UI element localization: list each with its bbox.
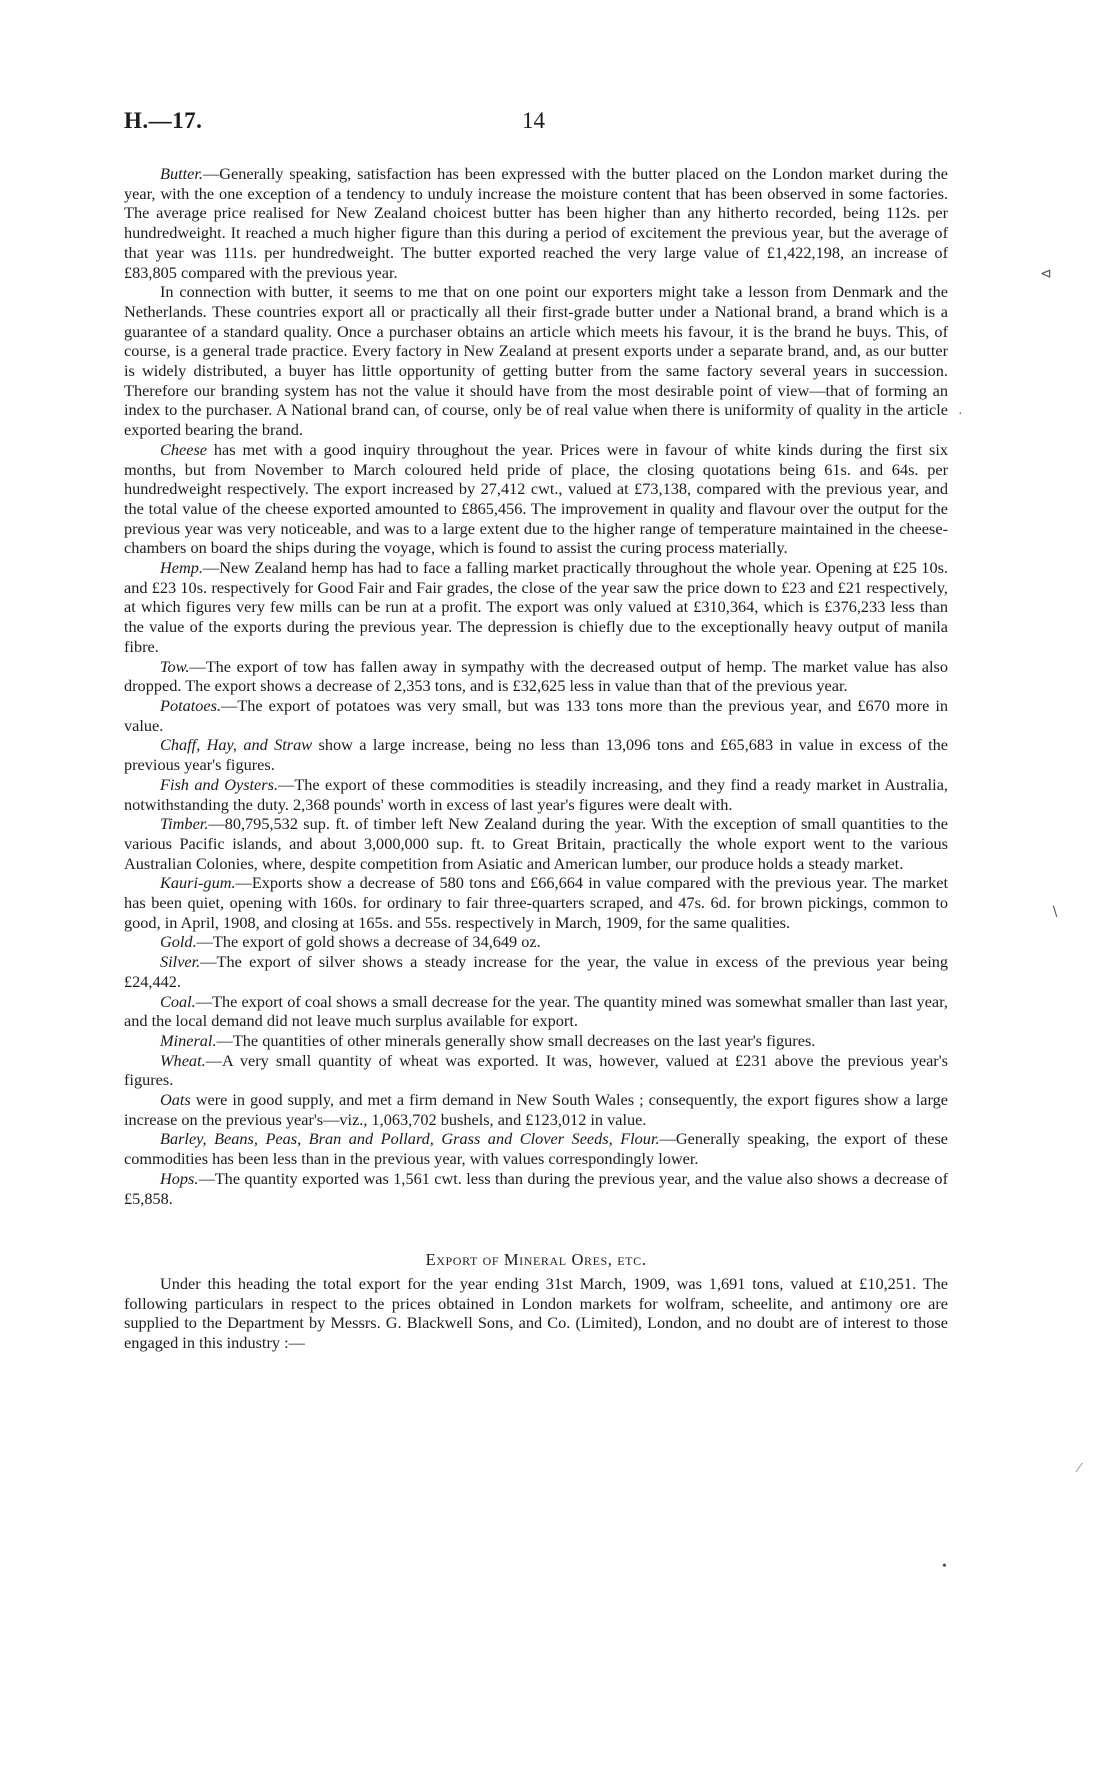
paragraph-text: —A very small quantity of wheat was exported. It was, however, valued at £231 above the previous year's figures. bbox=[124, 1050, 948, 1090]
document-reference: H.—17. bbox=[124, 108, 203, 133]
page-number: 14 bbox=[522, 108, 545, 133]
paragraph-mineral bbox=[124, 1031, 948, 1051]
paragraph-text: —The export of tow has fallen away in sympathy with the decreased output of hemp. The market value has also dropped. The export shows a decrease of 2,353 tons, and is £32,625 less in value than that of the previous year. bbox=[124, 656, 948, 696]
paragraph-text: —The export of coal shows a small decrease for the year. The quantity mined was somewhat smaller than last year, and the local demand did not leave much surplus available for export. bbox=[124, 991, 948, 1031]
paragraph-lead: Potatoes. bbox=[160, 695, 222, 715]
margin-mark: ∖ bbox=[1050, 905, 1059, 920]
paragraph-text: In connection with butter, it seems to me that on one point our exporters might take a lesson from Denmark and the Netherlands. These countries export all or practically all their first-grade butter under a National brand, a brand which is a guarantee of a standard quality. Once a purchaser obtains an article which meets his favour, it is the brand he buys. This, of course, is a general trade practice. Every factory in New Zealand at present exports under a separate brand, and, as our butter is widely distributed, a buyer has little opportunity of getting butter from the same factory several years in succession. Therefore our branding system has not the value it should have from the most desirable point of view—that of forming an index to the purchaser. A National brand can, of course, only be of real value when there is uniformity of quality in the article exported bearing the brand. bbox=[124, 282, 948, 440]
margin-mark: • bbox=[942, 1559, 947, 1574]
paragraph-text: —The export of these commodities is steadily increasing, and they find a ready market in Australia, notwithstanding the duty. 2,368 pounds' worth in excess of last year's figures were dealt with. bbox=[124, 774, 948, 814]
paragraph-lead: Oats bbox=[160, 1090, 191, 1110]
paragraph-text: —Generally speaking, satisfaction has been expressed with the butter placed on the London market during the year, with the one exception of a tendency to unduly increase the moisture content that has been observed in some factories. The average price realised for New Zealand choicest butter has been higher than any hitherto recorded, being 112s. per hundredweight. It reached a much higher figure than this during a period of excitement the previous year, but the average of that year was 111s. per hundredweight. The butter exported reached the very large value of £1,422,198, an increase of £83,805 compared with the previous year. bbox=[124, 164, 948, 282]
paragraph-coal bbox=[124, 992, 948, 1031]
paragraph-wheat bbox=[124, 1051, 948, 1090]
paragraph-tow bbox=[124, 657, 948, 696]
paragraph-timber bbox=[124, 814, 948, 873]
paragraph-lead: Mineral. bbox=[160, 1030, 217, 1050]
paragraph-potatoes bbox=[124, 696, 948, 735]
paragraph-lead: Timber. bbox=[160, 814, 209, 834]
section-paragraph: Under this heading the total export for the year ending 31st March, 1909, was 1,691 tons, valued at £10,251. The following particulars in respect to the prices obtained in London markets for wolfram, scheelite, and antimony ore are supplied to the Department by Messrs. G. Blackwell Sons, and Co. (Limited), London, and no doubt are of interest to those engaged in this industry :— bbox=[124, 1273, 948, 1353]
paragraph-lead: Hops. bbox=[160, 1168, 199, 1188]
paragraph-text: —80,795,532 sup. ft. of timber left New Zealand during the year. With the exception of small quantities to the various Pacific islands, and about 3,000,000 sup. ft. to Great Britain, practically the whole export went to the various Australian Colonies, where, despite competition from Asiatic and American lumber, our produce holds a steady market. bbox=[124, 814, 948, 873]
paragraph-lead: Tow. bbox=[160, 656, 190, 676]
paragraph-text: —Exports show a decrease of 580 tons and £66,664 in value compared with the previous year. The market has been quiet, opening with 160s. for ordinary to fair three-quarters scraped, and 47s. 6d. for brown pickings, common to good, in April, 1908, and closing at 165s. and 55s. respectively in March, 1909, for the same qualities. bbox=[124, 873, 948, 932]
paragraph-hemp bbox=[124, 558, 948, 657]
paragraph-butter-branding bbox=[124, 282, 948, 440]
margin-mark: ⊲ bbox=[1040, 267, 1052, 282]
paragraph-lead: Cheese bbox=[160, 439, 208, 459]
paragraph-barley-beans-peas bbox=[124, 1129, 948, 1168]
paragraph-lead: Coal. bbox=[160, 991, 196, 1011]
paragraph-text: —The quantities of other minerals generally show small decreases on the last year's figures. bbox=[216, 1030, 816, 1050]
paragraph-lead: Butter. bbox=[160, 164, 203, 183]
margin-mark: · bbox=[958, 407, 963, 422]
paragraph-kauri-gum bbox=[124, 873, 948, 932]
paragraph-text: —The export of gold shows a decrease of 34,649 oz. bbox=[196, 932, 541, 952]
paragraph-gold bbox=[124, 932, 948, 952]
paragraph-text: show a large increase, being no less than 13,096 tons and £65,683 in value in excess of the previous year's figures. bbox=[124, 735, 948, 775]
paragraph-lead: Chaff, Hay, and Straw bbox=[160, 735, 313, 755]
paragraph-lead: Kauri-gum. bbox=[160, 873, 236, 893]
paragraph-text: —The export of silver shows a steady increase for the year, the value in excess of the previous year being £24,442. bbox=[124, 952, 948, 991]
paragraph-lead: Barley, Beans, Peas, Bran and Pollard, Grass and Clover Seeds, Flour. bbox=[160, 1129, 660, 1149]
paragraph-text: —The quantity exported was 1,561 cwt. less than during the previous year, and the value also shows a decrease of £5,858. bbox=[124, 1168, 948, 1208]
paragraph-butter bbox=[124, 164, 948, 282]
section-heading: Export of Mineral Ores, etc. bbox=[425, 1250, 647, 1270]
paragraph-text: has met with a good inquiry throughout the year. Prices were in favour of white kinds during the first six months, but from November to March coloured held pride of place, the closing quotations being 61s. and 64s. per hundredweight respectively. The export increased by 27,412 cwt., valued at £73,138, compared with the previous year, and the total value of the cheese exported amounted to £865,456. The improvement in quality and flavour over the output for the previous year was very noticeable, and was to a large extent due to the higher range of temperature maintained in the cheese-chambers on board the ships during the voyage, which is found to assist the curing process materially. bbox=[124, 439, 948, 558]
paragraph-lead: Silver. bbox=[160, 952, 201, 972]
margin-mark: ∕ bbox=[1078, 1461, 1081, 1476]
paragraph-text: —New Zealand hemp has had to face a falling market practically throughout the whole year. Opening at £25 10s. and £23 10s. respectively for Good Fair and Fair grades, the close of the year saw the price down to £23 and £21 respectively, at which figures very few mills can be run at a profit. The export was only valued at £310,364, which is £376,233 less than the value of the exports during the previous year. The depression is chiefly due to the exceptionally heavy output of manila fibre. bbox=[124, 558, 948, 656]
paragraph-lead: Gold. bbox=[160, 932, 197, 952]
paragraph-lead: Wheat. bbox=[160, 1050, 206, 1070]
paragraph-fish-oysters bbox=[124, 775, 948, 814]
page-header bbox=[124, 108, 996, 138]
paragraph-cheese bbox=[124, 440, 948, 558]
paragraph-lead: Fish and Oysters. bbox=[160, 774, 279, 794]
paragraph-text: —Generally speaking, the export of these commodities has been less than in the previous year, with values correspondingly lower. bbox=[124, 1129, 949, 1169]
paragraph-text: —The export of potatoes was very small, but was 133 tons more than the previous year, and £670 more in value. bbox=[124, 695, 948, 735]
paragraph-lead: Hemp. bbox=[160, 558, 203, 578]
paragraph-text: were in good supply, and met a firm demand in New South Wales ; consequently, the export figures show a large increase on the previous year's—viz., 1,063,702 bushels, and £123,012 in value. bbox=[124, 1090, 948, 1129]
paragraph-hops bbox=[124, 1169, 948, 1208]
paragraph-chaff-hay-straw bbox=[124, 735, 948, 774]
paragraph-oats bbox=[124, 1090, 948, 1129]
body-text bbox=[124, 164, 948, 1353]
paragraph-silver bbox=[124, 952, 948, 991]
